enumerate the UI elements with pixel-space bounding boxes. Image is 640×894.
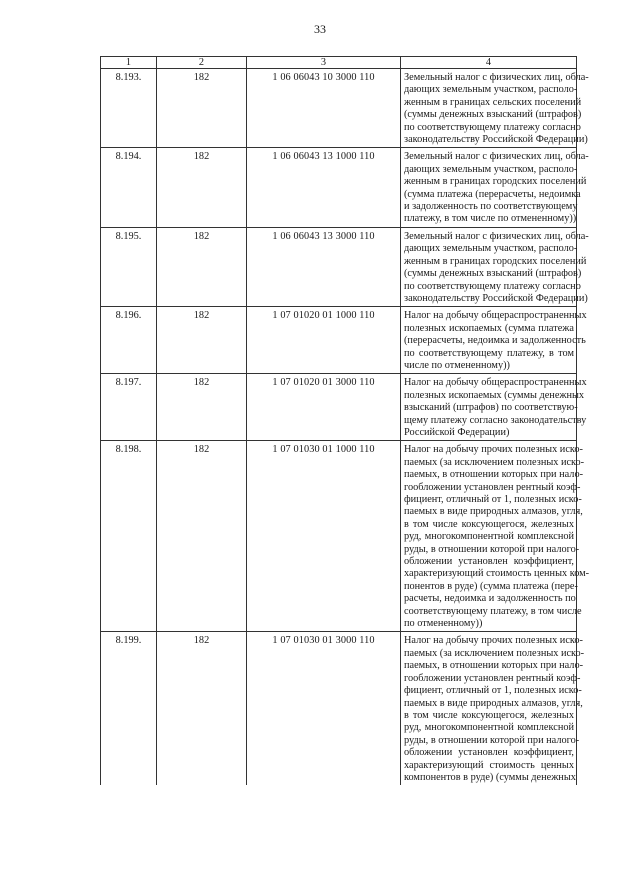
description-line: обложении установлен коэффициент, [404,556,574,568]
description-line: Земельный налог с физических лиц, обла- [404,72,589,83]
row-number: 8.199. [101,632,157,785]
budget-classification-code: 1 07 01020 01 1000 110 [247,307,401,374]
description-line: гообложении установлен рентный коэф- [404,481,581,493]
description-line: паемых в виде природных алмазов, угля, [404,506,583,518]
budget-classification-code: 1 06 06043 13 3000 110 [247,227,401,306]
description-line: руды, в отношении которой при налого- [404,734,580,746]
description-line: паемых (за исключением полезных иско- [404,647,585,659]
income-description [401,69,589,148]
description-line: женным в границах сельских поселений [404,96,582,108]
description-line: женным в границах городских поселений [404,176,587,188]
table-row [101,307,577,374]
description-line: дающих земельным участком, располо- [404,243,578,255]
budget-classification-code: 1 07 01030 01 3000 110 [247,632,401,785]
description-line: платежу, в том числе по отмененному)) [404,213,577,225]
row-number: 8.197. [101,374,157,441]
description-line: женным в границах городских поселений [404,255,587,267]
column-1-header: 1 [101,57,157,69]
administrator-code: 182 [157,148,247,227]
table-row [101,148,577,227]
description-line: по соответствующему платежу согласно [404,121,581,133]
description-line: по соответствующему платежу согласно [404,280,581,292]
description-line: соответствующему платежу, в том числе [404,605,582,617]
description-line: паемых, в отношении которых при нало- [404,660,584,672]
description-line: дающих земельным участком, располо- [404,163,578,175]
description-line: паемых в виде природных алмазов, угля, [404,697,583,709]
column-4-header: 4 [401,57,577,69]
table-row [101,374,577,441]
description-line: взысканий (штрафов) по соответствую- [404,402,578,414]
description-line: в том числе коксующегося, железных [404,518,574,530]
description-line: Российской Федерации) [404,426,510,438]
income-description [401,441,590,632]
income-description [401,632,585,785]
table-row [101,227,577,306]
description-line: расчеты, недоимка и задолженность по [404,593,576,605]
administrator-code: 182 [157,69,247,148]
column-2-header: 2 [157,57,247,69]
description-line: полезных ископаемых (сумма платежа [404,322,574,334]
description-line: (суммы денежных взысканий (штрафов) [404,268,582,280]
administrator-code: 182 [157,227,247,306]
income-description [401,374,587,441]
description-line: в том числе коксующегося, железных [404,709,574,721]
description-line: характеризующий стоимость ценных ком- [404,568,590,580]
budget-codes-table [100,56,590,785]
row-number: 8.193. [101,69,157,148]
description-line: и задолженность по соответствующему [404,201,578,213]
description-line: Налог на добычу прочих полезных иско- [404,635,583,647]
budget-classification-code: 1 06 06043 10 3000 110 [247,69,401,148]
description-line: паемых (за исключением полезных иско- [404,456,585,468]
description-line: фициент, отличный от 1, полезных иско- [404,685,582,697]
description-line: (сумма платежа (перерасчеты, недоимка [404,188,581,200]
description-line: по отмененному)) [404,618,483,630]
table-row [101,441,577,632]
description-line: руды, в отношении которой при налого- [404,543,580,555]
administrator-code: 182 [157,441,247,632]
description-line: руд, многокомпонентной комплексной [404,722,574,734]
description-line: (суммы денежных взысканий (штрафов) [404,109,582,121]
description-line: характеризующий стоимость ценных [404,759,574,771]
row-number: 8.194. [101,148,157,227]
income-description [401,227,589,306]
description-line: (перерасчеты, недоимка и задолженность [404,335,586,347]
table-body [101,69,590,786]
description-line: дающих земельным участком, располо- [404,84,578,96]
description-line: Налог на добычу общераспространенных [404,310,587,322]
description-line: Налог на добычу прочих полезных иско- [404,444,583,456]
budget-classification-code: 1 07 01020 01 3000 110 [247,374,401,441]
table-row [101,69,577,148]
description-line: Земельный налог с физических лиц, обла- [404,151,589,163]
row-number: 8.195. [101,227,157,306]
income-description [401,148,589,227]
column-number-row [101,57,577,69]
description-line: гообложении установлен рентный коэф- [404,672,581,684]
description-line: числе по отмененному)) [404,359,510,371]
description-line: законодательству Российской Федерации) [404,292,588,304]
description-line: понентов в руде) (сумма платежа (пере- [404,580,578,592]
row-number: 8.198. [101,441,157,632]
description-line: Земельный налог с физических лиц, обла- [404,230,589,242]
budget-classification-code: 1 06 06043 13 1000 110 [247,148,401,227]
description-line: полезных ископаемых (суммы денежных [404,389,585,401]
administrator-code: 182 [157,374,247,441]
description-line: фициент, отличный от 1, полезных иско- [404,494,582,505]
page-number: 33 [314,22,326,36]
description-line: законодательству Российской Федерации) [404,134,588,146]
administrator-code: 182 [157,632,247,785]
administrator-code: 182 [157,307,247,374]
row-number: 8.196. [101,307,157,374]
description-line: Налог на добычу общераспространенных [404,377,587,389]
budget-classification-code: 1 07 01030 01 1000 110 [247,441,401,632]
description-line: обложении установлен коэффициент, [404,747,574,759]
description-line: компонентов в руде) (суммы денежных [404,771,576,783]
description-line: паемых, в отношении которых при нало- [404,469,584,481]
table-row [101,632,577,785]
description-line: по соответствующему платежу, в том [404,347,574,359]
income-description [401,307,587,374]
column-3-header: 3 [247,57,401,69]
description-line: щему платежу согласно законодательству [404,414,587,426]
description-line: руд, многокомпонентной комплексной [404,531,574,543]
